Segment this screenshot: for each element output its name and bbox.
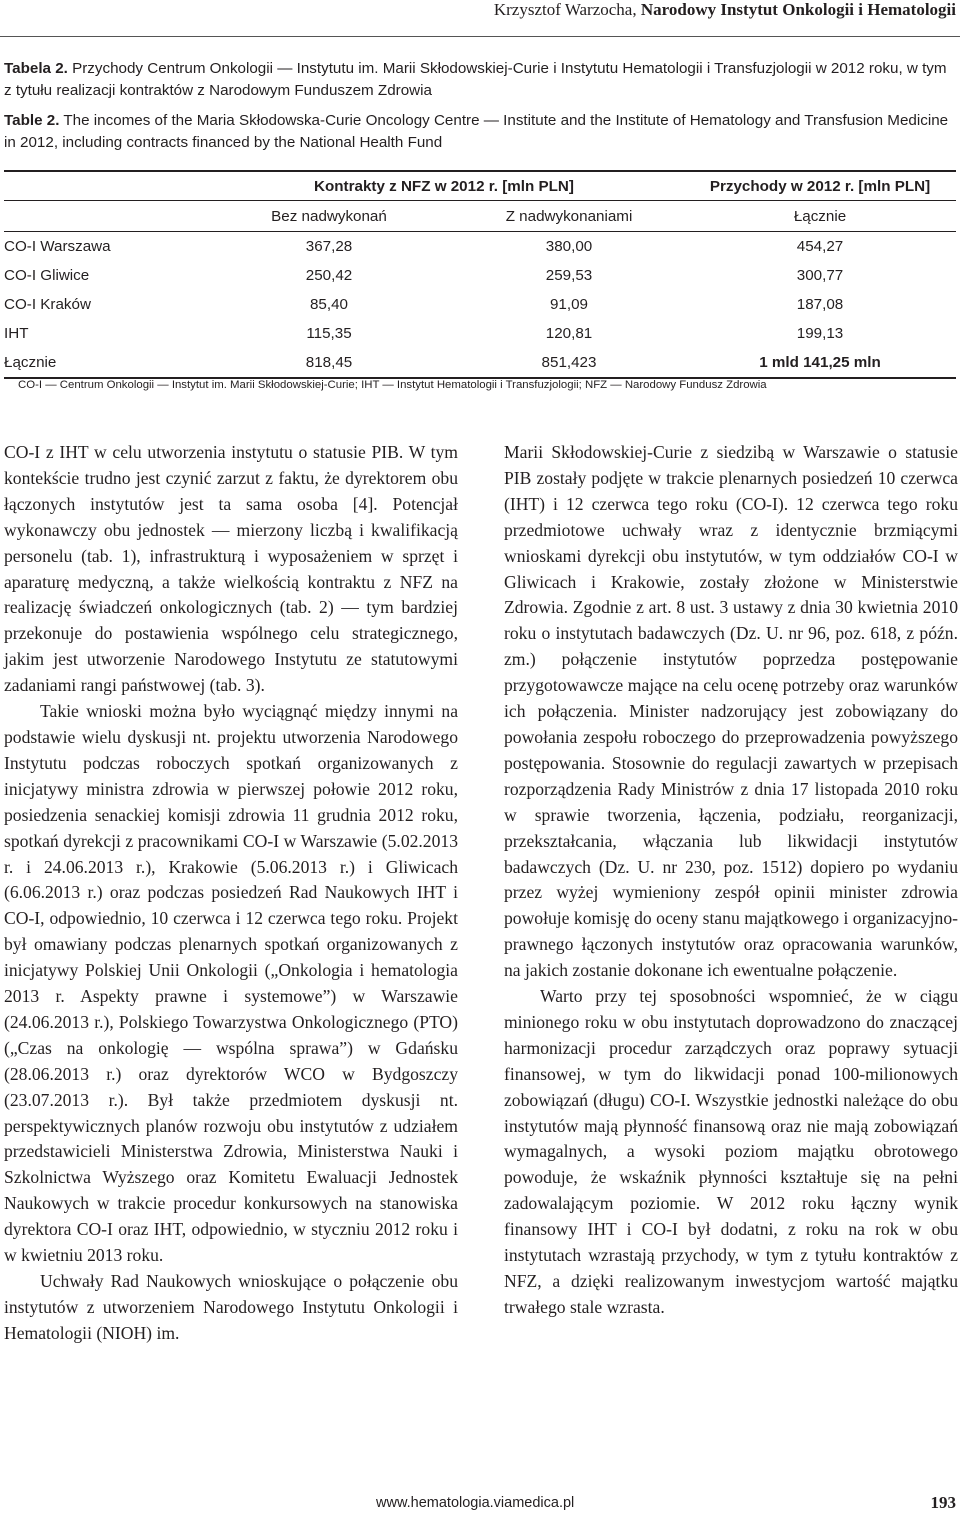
table-caption-english [4,110,956,154]
cell-value: 300,77 [796,267,844,284]
cell-value: 259,53 [545,267,593,284]
page-number: 193 [930,1493,956,1512]
row-label: Łącznie [4,348,204,378]
caption-text-polish: Przychody Centrum Onkologii — Instytutu im. Marii Skłodowskiej-Curie i Instytutu Hematologii i Transfuzjologii w 2012 roku, w tym z tytułu realizacji kontraktów z Narodowym Funduszem Zdrowia [4,60,947,99]
group-header-income: Przychody w 2012 r. [mln PLN] [684,171,956,201]
table-row [4,290,956,319]
footer-url: www.hematologia.viamedica.pl [376,1495,575,1511]
cell-value: 115,35 [306,325,352,342]
cell-value: 120,81 [545,325,593,342]
body-column-left [4,440,458,1347]
body-paragraph: Warto przy tej sposobności wspomnieć, że w ciągu minionego roku w obu instytutach doprowadzono do znaczącej harmonizacji procedur zarządczych oraz poprawy sytuacji finansowej, w tym do likwidacji ponad 100-milionowych zobowiązań (długu) CO-I. Wszystkie jednostki należące do obu instytutów mają płynność finansową oraz nie mają zobowiązań wymagalnych, a wysoki poziom majątku obrotowego powoduje, że wskaźnik płynności kształtuje się na pełni zadowalającym poziomie. W 2012 roku łączny wynik finansowy IHT i CO-I był dodatni, z roku na rok w obu instytutach wzrastają przychody, w tym z tytułu kontraktów z NFZ, a dzięki realizowanym inwestycjom wartość majątku trwałego stale wzrasta. [504,986,958,1317]
empty-header-cell [4,171,204,201]
table-group-header-row [4,171,956,201]
row-label: CO-I Warszawa [4,232,204,262]
cell-value: 199,13 [796,325,844,342]
row-label: CO-I Gliwice [4,267,90,284]
row-label: IHT [4,325,29,342]
cell-value-total: 1 mld 141,25 mln [684,348,956,378]
sub-header-total: Łącznie [684,201,956,232]
body-paragraph: Uchwały Rad Naukowych wnioskujące o połączenie obu instytutów z utworzeniem Narodowego Instytutu Onkologii i Hematologii (NIOH) im. [4,1271,458,1343]
cell-value: 818,45 [204,348,454,378]
caption-text-english: The incomes of the Maria Skłodowska-Curie Oncology Centre — Institute and the Institute of Hematology and Transfusion Medicine in 2012, including contracts financed by the National Health Fund [4,112,949,151]
cell-value: 250,42 [305,267,353,284]
header-institute: Narodowy Instytut Onkologii i Hematologii [640,0,956,19]
caption-label-polish: Tabela 2. [4,60,68,77]
sub-header-with-excess: Z nadwykonaniami [454,201,684,232]
sub-header-without-excess: Bez nadwykonań [204,201,454,232]
cell-value: 85,40 [309,296,348,313]
cell-value: 187,08 [796,296,844,313]
body-paragraph: Takie wnioski można było wyciągnąć między innymi na podstawie wielu dyskusji nt. projektu utworzenia Narodowego Instytutu podczas roboczych spotkań organizowanych z inicjatywy ministra zdrowia w pierwszej połowie 2012 roku, posiedzenia senackiej komisji zdrowia 11 grudnia 2012 roku, spotkań dyrekcji z pracownikami CO-I w Warszawie (5.02.2013 r. i 24.06.2013 r.), Krakowie (5.06.2013 r.) i Gliwicach (6.06.2013 r.) oraz podczas posiedzeń Rad Naukowych IHT i CO-I, odpowiednio, 10 czerwca i 12 czerwca tego roku. Projekt był omawiany podczas plenarnych spotkań organizowanych z inicjatywy Polskiej Unii Onkologii („Onkologia i hematologia 2013 r. Aspekty prawne i systemowe”) w Warszawie (24.06.2013 r.), Polskiego Towarzystwa Onkologicznego (PTO) („Czas na onkologię — wspólna sprawa”) w Gdańsku (28.06.2013 r.) oraz dyrektorów WCO w Bydgoszczy (23.07.2013 r.). Był także przedmiotem dyskusji nt. perspektywicznych planów rozwoju obu instytutów z udziałem przedstawicieli Ministerstwa Zdrowia, Ministerstwa Nauki i Szkolnictwa Wyższego oraz Komitetu Ewaluacji Jednostek Naukowych w trakcie procedur konkursowych na stanowiska dyrektora CO-I oraz IHT, odpowiednio, w styczniu 2012 roku i w kwietniu 2013 roku. [4,701,458,1266]
row-label: CO-I Kraków [4,296,91,313]
table-sub-header-row [4,201,956,232]
table-row [4,261,956,290]
running-header [494,0,956,20]
body-paragraph: CO-I z IHT w celu utworzenia instytutu o statusie PIB. W tym kontekście trudno jest czynić zarzut z faktu, że dyrektorem obu łączonych instytutów jest ta sama osoba [4]. Potencjał wykonawczy obu jednostek — mierzony liczbą i kwalifikacją personelu (tab. 1), infrastrukturą i wyposażeniem w sprzęt i aparaturę medyczną, a także wielkością kontraktu z NFZ na realizację świadczeń onkologicznych (tab. 2) — tym bardziej przekonuje do postawienia wspólnego celu strategicznego, jakim jest utworzenie Narodowego Instytutu ze statutowymi zadaniami rangi państwowej (tab. 3). [4,442,458,696]
table-row [4,319,956,348]
income-table [4,170,956,379]
cell-value: 367,28 [204,232,454,262]
cell-value: 91,09 [549,296,588,313]
table-caption-polish [4,58,956,102]
header-author: Krzysztof Warzocha, [493,0,637,19]
group-header-contracts: Kontrakty z NFZ w 2012 r. [mln PLN] [204,171,684,201]
body-column-right [504,440,958,1321]
cell-value: 851,423 [454,348,684,378]
table-row [4,232,956,262]
table-total-row [4,348,956,378]
body-paragraph: Marii Skłodowskiej-Curie z siedzibą w Warszawie o statusie PIB zostały podjęte w trakcie plenarnych posiedzeń 10 czerwca (IHT) i 12 czerwca tego roku (CO-I). 12 czerwca tego roku przedmiotowe uchwały wraz z identycznie brzmiącymi wnioskami dyrekcji obu instytutów, w tym oddziałów CO-I w Gliwicach i Krakowie, zostały złożone w Ministerstwie Zdrowia. Zgodnie z art. 8 ust. 3 ustawy z dnia 30 kwietnia 2010 roku o instytutach badawczych (Dz. U. nr 96, poz. 618, z późn. zm.) połączenie instytutów poprzedza postępowanie przygotowawcze mające na celu ocenę potrzeby oraz warunków ich połączenia. Minister nadzorujący jest zobowiązany do powołania zespołu roboczego do przeprowadzenia powyższego postępowania. Stosownie do regulacji zawartych w przepisach rozporządzenia Rady Ministrów z dnia 17 listopada 2010 roku w sprawie tworzenia, łączenia, podziału, reorganizacji, przekształcania, włączania lub likwidacji instytutów badawczych (Dz. U. nr 230, poz. 1512) dopiero po wydaniu przez wyżej wymieniony zespół opinii minister zdrowia powołuje komisję do oceny stanu majątkowego i organizacyjno-prawnego łączonych instytutów oraz opracowania warunków, na jakich zostanie dokonane ich ewentualne połączenie. [504,442,958,981]
header-rule [0,36,960,37]
empty-header-cell [4,201,204,232]
cell-value: 380,00 [454,232,684,262]
cell-value: 454,27 [684,232,956,262]
table-footnote: CO-I — Centrum Onkologii — Instytut im. Marii Skłodowskiej-Curie; IHT — Instytut Hematologii i Transfuzjologii; NFZ — Narodowy Fundusz Zdrowia [18,379,767,391]
caption-label-english: Table 2. [4,112,60,129]
